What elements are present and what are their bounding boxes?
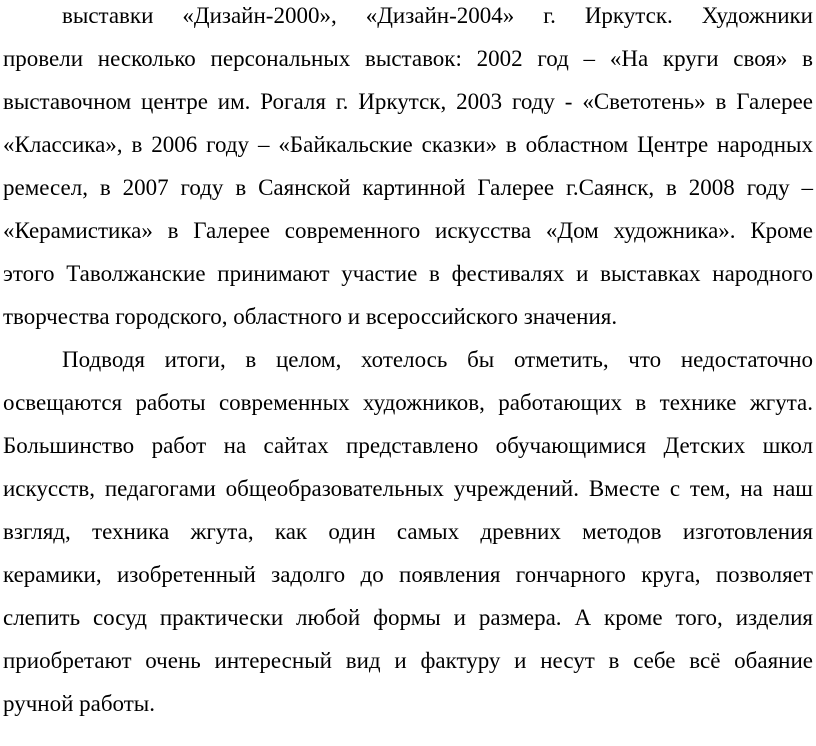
text-line: «Керамистика» в Галерее современного искусства «Дом художника». Кроме — [3, 218, 813, 243]
text-line: Подводя итоги, в целом, хотелось бы отметить, что недостаточно — [62, 347, 813, 372]
text-line: приобретают очень интересный вид и фактуру и несут в себе всё обаяние — [3, 648, 813, 673]
text-line: творчества городского, областного и всероссийского значения. — [3, 304, 618, 329]
paragraph-exhibitions — [3, 0, 813, 338]
text-line: выставочном центре им. Рогаля г. Иркутск, 2003 году - «Светотень» в Галерее — [3, 89, 813, 114]
text-line: выставки «Дизайн-2000», «Дизайн-2004» г. Иркутск. Художники — [62, 3, 813, 28]
text-line: ремесел, в 2007 году в Саянской картинной Галерее г.Саянск, в 2008 году – — [3, 175, 813, 200]
text-line: керамики, изобретенный задолго до появления гончарного круга, позволяет — [3, 562, 813, 587]
text-line: «Классика», в 2006 году – «Байкальские сказки» в областном Центре народных — [3, 132, 813, 157]
paragraph-conclusion — [3, 338, 813, 725]
text-line: взгляд, техника жгута, как один самых древних методов изготовления — [3, 519, 813, 544]
text-line: слепить сосуд практически любой формы и размера. А кроме того, изделия — [3, 605, 813, 630]
text-line: Большинство работ на сайтах представлено обучающимися Детских школ — [3, 433, 813, 458]
text-line: ручной работы. — [3, 691, 155, 716]
text-line: освещаются работы современных художников, работающих в технике жгута. — [3, 390, 813, 415]
text-line: искусств, педагогами общеобразовательных учреждений. Вместе с тем, на наш — [3, 476, 813, 501]
text-line: этого Таволжанские принимают участие в фестивалях и выставках народного — [3, 261, 813, 286]
text-line: провели несколько персональных выставок: 2002 год – «На круги своя» в — [3, 46, 813, 71]
